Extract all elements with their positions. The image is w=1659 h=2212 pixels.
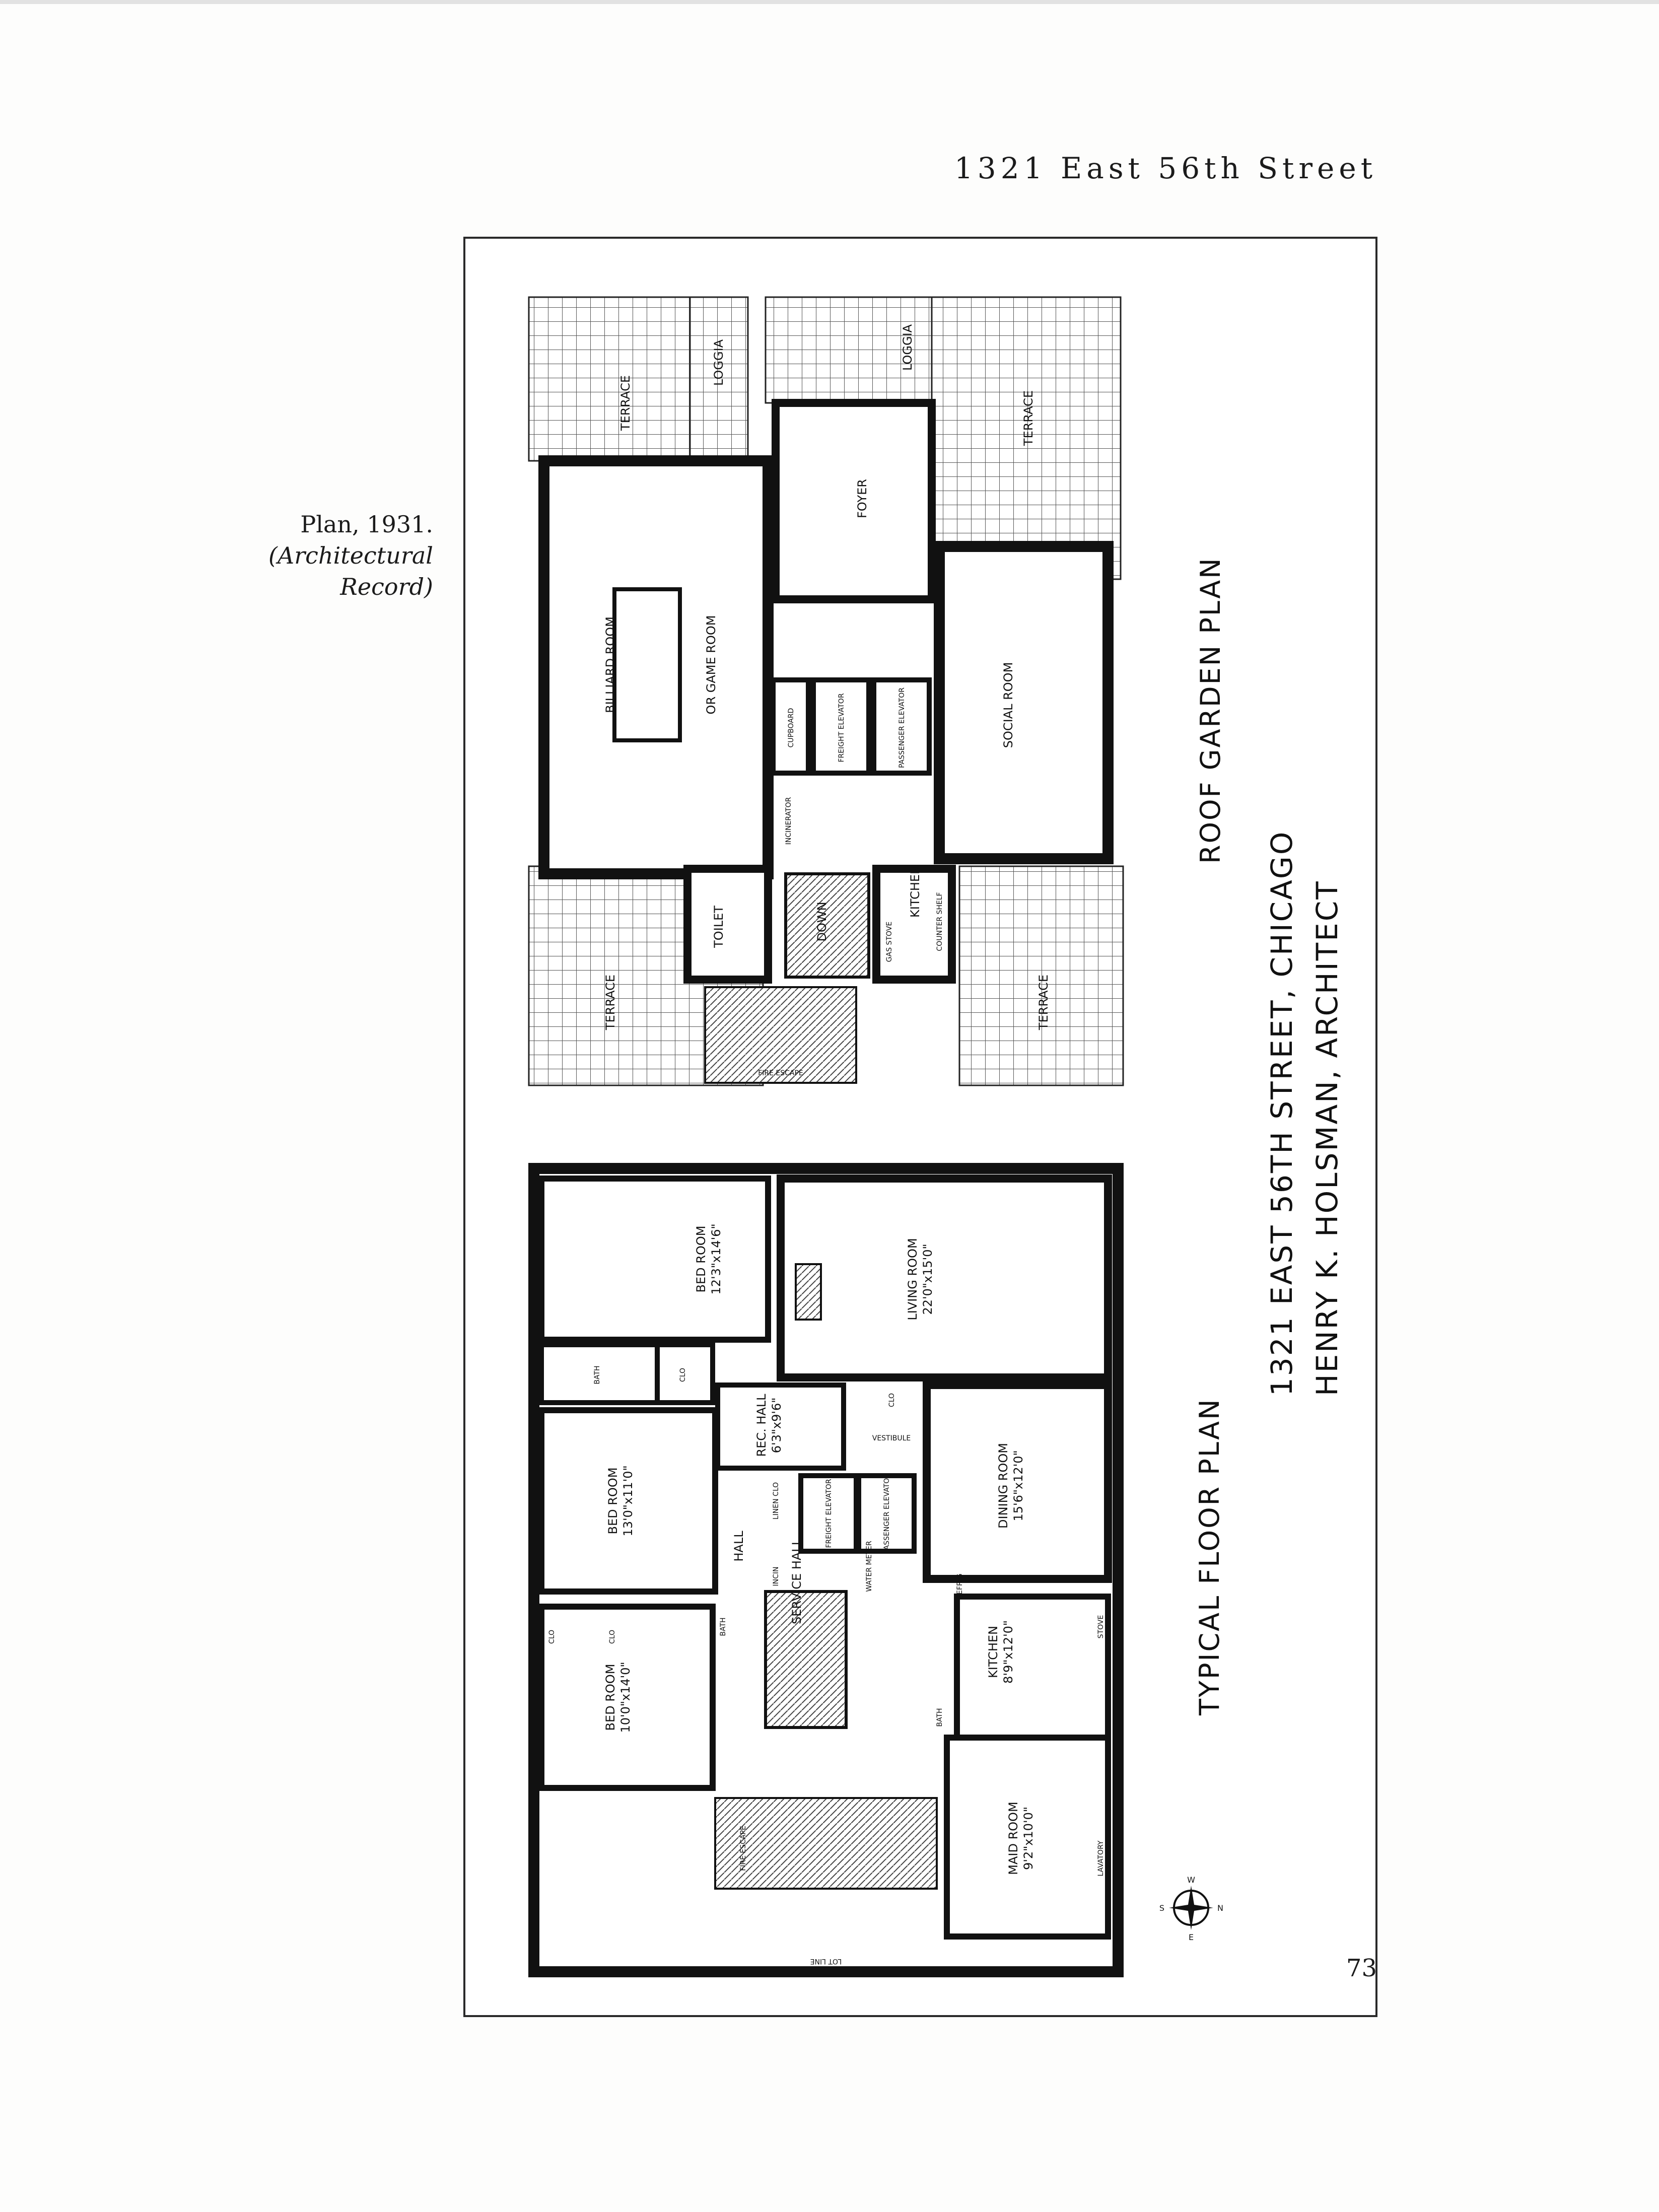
roof-cupboard-label: CUPBOARD <box>787 708 795 748</box>
typ-clo-1-label: CLO <box>679 1367 687 1382</box>
roof-terrace-nw-label: TERRACE <box>618 375 633 431</box>
floor-plan-drawing <box>463 237 1377 2017</box>
roof-billiard-label-2: OR GAME ROOM <box>704 615 718 715</box>
compass-n: W <box>1187 1875 1195 1885</box>
typ-dining-room-dim: 15'6"x12'0" <box>1011 1450 1025 1522</box>
living-room <box>781 1179 1108 1377</box>
typ-linen-clo-label: LINEN CLO <box>772 1482 780 1520</box>
typ-vestibule-label: VESTIBULE <box>872 1434 911 1442</box>
compass-w: E <box>1188 1932 1194 1942</box>
typ-lavatory-label: LAVATORY <box>1097 1840 1105 1877</box>
roof-garden-plan <box>529 297 1123 1085</box>
typ-kitchen-label: KITCHEN <box>986 1626 1000 1678</box>
typ-fire-escape-label: FIRE ESCAPE <box>739 1826 747 1871</box>
foyer-room <box>776 403 932 599</box>
typ-living-room-dim: 22'0"x15'0" <box>921 1243 935 1315</box>
typ-bed-room-3-dim: 10'0"x14'0" <box>618 1662 633 1733</box>
roof-incinerator-label: INCINERATOR <box>785 797 793 845</box>
bed-room-1 <box>541 1179 768 1340</box>
typical-floor-plan <box>534 1168 1223 1972</box>
architect-heading: HENRY K. HOLSMAN, ARCHITECT <box>1310 880 1344 1396</box>
typ-service-hall-label: SERVICE HALL <box>790 1538 804 1625</box>
roof-billiard-label: BILLIARD ROOM <box>603 616 617 713</box>
running-head: 1321 East 56th Street <box>954 151 1377 185</box>
typ-refrig-label: REFRIG <box>956 1573 964 1600</box>
typ-bed-room-2-label: BED ROOM <box>606 1467 620 1535</box>
typ-rec-hall-dim: 6'3"x9'6" <box>770 1397 784 1454</box>
typ-maid-room-dim: 9'2"x10'0" <box>1021 1807 1035 1870</box>
page-top-edge <box>0 0 1659 4</box>
roof-toilet-label: TOILET <box>712 906 726 948</box>
kitchen-typ <box>957 1597 1108 1738</box>
typ-freight-elevator-label: FREIGHT ELEVATOR <box>825 1479 833 1548</box>
typ-clo-2-label: CLO <box>888 1393 896 1408</box>
roof-foyer-label: FOYER <box>855 479 869 518</box>
typ-meter-label: WATER METER <box>865 1541 873 1592</box>
compass-e: N <box>1217 1903 1223 1913</box>
typ-stove-label: STOVE <box>1097 1615 1105 1639</box>
toilet-room <box>687 869 768 980</box>
typ-bed-room-2-dim: 13'0"x11'0" <box>621 1465 635 1537</box>
roof-terrace-se-label: TERRACE <box>1036 974 1051 1030</box>
compass-s: S <box>1159 1903 1165 1913</box>
roof-passenger-elevator-label: PASSENGER ELEVATOR <box>898 687 906 769</box>
roof-garden-plan-title: ROOF GARDEN PLAN <box>1195 557 1226 864</box>
typical-floor-plan-title: TYPICAL FLOOR PLAN <box>1194 1398 1225 1715</box>
figure-caption <box>191 509 433 602</box>
social-room <box>939 546 1108 859</box>
roof-kitchen-label: KITCHEN <box>908 865 922 918</box>
roof-terrace-sw-label: TERRACE <box>603 974 617 1030</box>
service-stair <box>766 1592 846 1727</box>
typ-bed-room-3-label: BED ROOM <box>603 1664 617 1731</box>
roof-fire-escape-label: FIRE ESCAPE <box>758 1069 803 1077</box>
roof-loggia-left-label: LOGGIA <box>712 339 726 386</box>
roof-loggia-right-label: LOGGIA <box>901 324 915 371</box>
typ-incin-label: INCIN <box>772 1566 780 1586</box>
roof-social-room-label: SOCIAL ROOM <box>1001 662 1015 748</box>
roof-down-label: DOWN <box>815 902 829 942</box>
fireplace <box>796 1264 821 1320</box>
roof-counter-label: COUNTER SHELF <box>936 892 944 951</box>
typ-kitchen-dim: 8'9"x12'0" <box>1001 1620 1015 1684</box>
billiard-table <box>614 589 680 740</box>
roof-terrace-ne-label: TERRACE <box>1021 390 1035 446</box>
typ-bath-1-label: BATH <box>593 1365 601 1385</box>
typ-bed-room-1-label: BED ROOM <box>694 1225 708 1293</box>
address-heading: 1321 EAST 56TH STREET, CHICAGO <box>1265 830 1299 1396</box>
fire-escape-typ <box>715 1798 937 1889</box>
typ-bath-2-label: BATH <box>719 1617 727 1636</box>
typ-clo-3-label: CLO <box>548 1629 556 1644</box>
roof-gas-stove-label: GAS STOVE <box>885 921 893 962</box>
typ-rec-hall-label: REC. HALL <box>754 1394 769 1457</box>
compass-icon <box>1159 1875 1223 1942</box>
roof-freight-elevator-label: FREIGHT ELEVATOR <box>838 693 846 763</box>
typ-passenger-elevator-label: PASSENGER ELEVATOR <box>883 1473 891 1554</box>
typ-dining-room-label: DINING ROOM <box>996 1443 1010 1529</box>
typ-living-room-label: LIVING ROOM <box>906 1238 920 1321</box>
caption-source: (Architectural Record) <box>268 542 433 600</box>
typ-bath-3-label: BATH <box>936 1708 944 1727</box>
typ-lot-line-label: LOT LINE <box>810 1957 842 1965</box>
typ-maid-room-label: MAID ROOM <box>1006 1802 1020 1875</box>
fire-escape-stair <box>705 987 856 1083</box>
terrace-nw-area <box>529 297 690 461</box>
typ-hall-label: HALL <box>732 1531 746 1562</box>
page-number: 73 <box>1346 1954 1377 1982</box>
caption-text: Plan, 1931. <box>300 511 433 538</box>
typ-clo-4-label: CLO <box>608 1629 616 1644</box>
typ-bed-room-1-dim: 12'3"x14'6" <box>709 1223 723 1295</box>
